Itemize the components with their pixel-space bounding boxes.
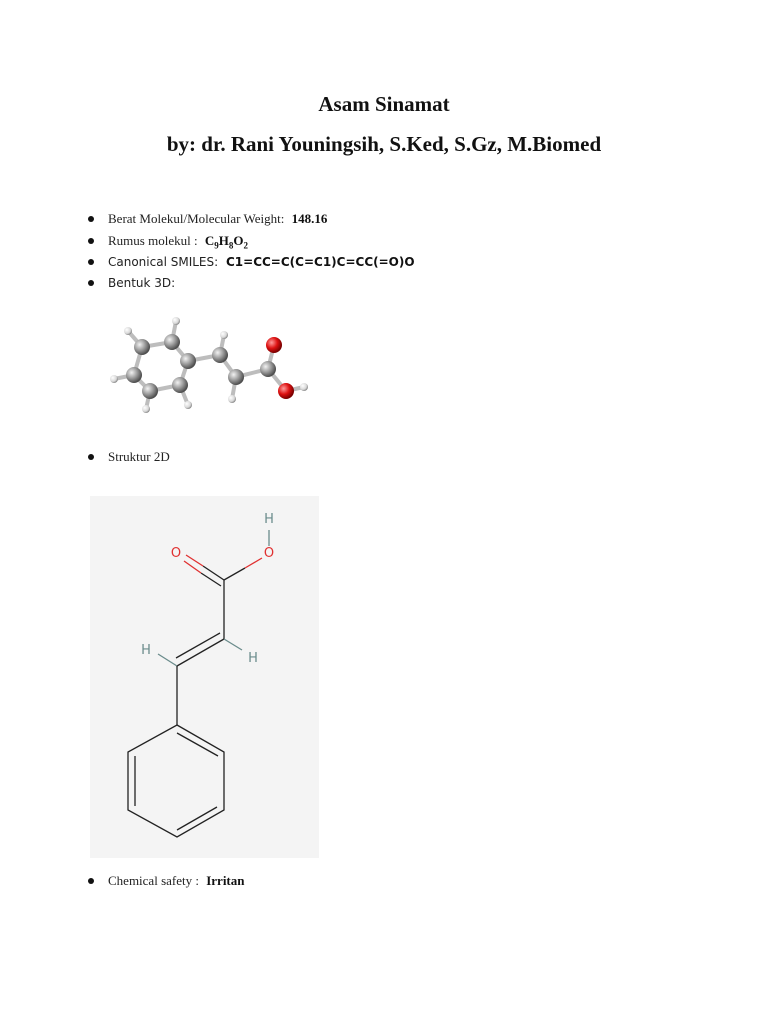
smiles-value: C1=CC=C(C=C1)C=CC(=O)O [225,255,415,269]
formula-label: Rumus molekul : [108,233,198,248]
safety-value: Irritan [206,873,245,888]
vinyl-hydrogen-2-label: H [248,651,258,666]
formula-h-sub: 8 [228,240,234,251]
list-item-molecular-weight [88,211,327,227]
document-subtitle: by: dr. Rani Youningsih, S.Ked, S.Gz, M.Biomed [166,132,602,156]
formula-c-sub: 9 [214,240,219,251]
bullet-dot [88,259,94,265]
molecular-weight-value: 148.16 [291,211,328,226]
molecular-weight-label: Berat Molekul/Molecular Weight: [108,211,285,226]
structure-2d-panel [90,496,319,858]
structure-2d-diagram [90,496,319,858]
list-item-2d [88,449,170,465]
structure-2d-bonds [128,530,269,837]
formula-value [204,233,248,251]
structure-2d-label: Struktur 2D [108,449,170,464]
vinyl-hydrogen-1-label: H [141,643,151,658]
form-3d-label: Bentuk 3D: [108,276,176,290]
list-item-safety [88,873,245,889]
smiles-label: Canonical SMILES: [108,255,219,269]
bullet-dot [88,454,94,460]
molecule-3d-model [100,305,330,415]
hydroxyl-oxygen-label: O [263,546,275,561]
safety-label: Chemical safety : [108,873,199,888]
bullet-dot [88,238,94,244]
formula-h: H [218,233,229,248]
model-carbons [126,334,276,399]
formula-o: O [233,233,244,248]
carbonyl-oxygen-label: O [170,546,182,561]
bullet-dot [88,216,94,222]
document-title: Asam Sinamat [318,92,450,116]
formula-o-sub: 2 [243,240,248,251]
model-hydrogens [110,317,308,413]
list-item-smiles [88,254,415,270]
hydroxyl-hydrogen-label: H [264,512,274,527]
list-item-3d [88,275,175,291]
formula-c: C [204,233,215,248]
bullet-dot [88,280,94,286]
list-item-formula [88,233,248,254]
bullet-dot [88,878,94,884]
model-bonds [114,321,304,409]
